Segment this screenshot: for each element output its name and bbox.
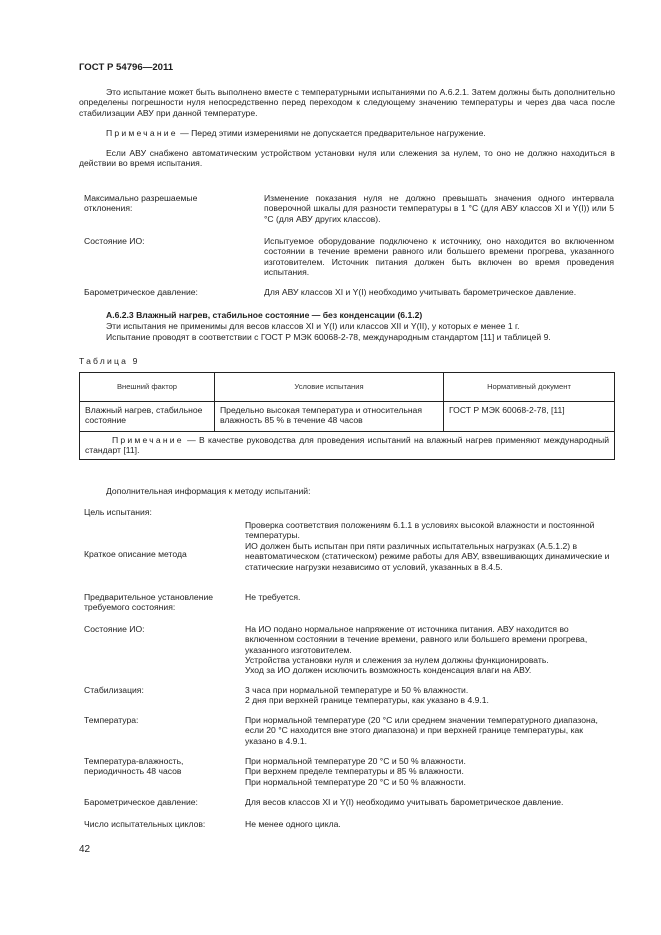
table-9 xyxy=(79,372,615,460)
table-note-text: — В качестве руководства для проведения испытаний на влажный нагрев применяют международный стандарт [11]. xyxy=(85,435,609,456)
req-label-deviation: Максимально разрешаемые отклонения: xyxy=(84,193,198,214)
extra-value-stabilization-2: 2 дня при верхней границе температуры, как указано в 4.9.1. xyxy=(245,695,489,706)
section-line-1-post: менее 1 г. xyxy=(478,321,520,331)
table-row xyxy=(80,402,615,432)
note-1 xyxy=(79,128,615,138)
section-line-1 xyxy=(106,321,626,331)
extra-label-pressure: Барометрическое давление: xyxy=(84,797,198,807)
section-heading: А.6.2.3 Влажный нагрев, стабильное состояние — без конденсации (6.1.2) xyxy=(106,310,423,320)
extra-value-humidity-2: При верхнем пределе температуры и 85 % влажности. xyxy=(245,766,464,777)
extra-goal-label: Цель испытания: xyxy=(84,507,152,517)
auto-zero-paragraph: Если АВУ снабжено автоматическим устройством установки нуля или слежения за нулем, то оно не должно находиться в действии во время испытания. xyxy=(79,148,615,169)
extra-label-stabilization: Стабилизация: xyxy=(84,685,144,695)
section-line-1-pre: Эти испытания не применимы для весов классов XI и Y(I) или классов XII и Y(II), у которых xyxy=(106,321,474,331)
req-value-deviation: Изменение показания нуля не должно превышать значения одного интервала поверочной шкалы для разности температуры в 1 °С (для АВУ классов XI и Y(I)) или 5 °С (для АВУ других классов). xyxy=(264,193,614,224)
table-note-label: Примечание xyxy=(112,435,184,445)
table-note xyxy=(80,432,615,460)
extra-value-humidity-3: При нормальной температуре 20 °С и 50 % влажности. xyxy=(245,776,466,787)
note-label: Примечание xyxy=(106,128,178,138)
req-value-state: Испытуемое оборудование подключено к источнику, оно находится во включенном состоянии в течение времени равного или большего времени прогрева, указанного изготовителем. Источник питания должен быть включен во время проведения испытания. xyxy=(264,236,614,277)
extra-value-temperature: При нормальной температуре (20 °С или среднем значении температурного диапазона, если 20 °С находится вне этого диапазона) и при верхней границе температуры, как указано в 4.9.1. xyxy=(245,715,598,746)
extra-label-method: Краткое описание метода xyxy=(84,549,187,559)
extra-value-state-2: Устройства установки нуля и слежения за нулем должны функционировать. xyxy=(245,654,549,665)
table-header-condition: Условие испытания xyxy=(215,373,444,402)
extra-value-humidity-1: При нормальной температуре 20 °С и 50 % влажности. xyxy=(245,756,466,766)
extra-label-cycles: Число испытательных циклов: xyxy=(84,819,206,829)
table-header-row xyxy=(80,373,615,402)
section-line-1-var: e xyxy=(473,321,479,331)
extra-value-state xyxy=(245,624,615,675)
table-header-document: Нормативный документ xyxy=(444,373,615,402)
req-label-state: Состояние ИО: xyxy=(84,236,145,246)
extra-value-state-1: На ИО подано нормальное напряжение от источника питания. АВУ находится во включенном состоянии в течение времени, равного или большего времени прогрева, указанного изготовителем. xyxy=(245,624,588,655)
section-line-2: Испытание проводят в соответствии с ГОСТ Р МЭК 60068-2-78, международным стандартом [11] и таблицей 9. xyxy=(106,332,551,342)
table-note-row xyxy=(80,432,615,460)
extra-label-humidity-cycle: Температура-влажность, периодичность 48 часов xyxy=(84,756,184,777)
req-label-pressure: Барометрическое давление: xyxy=(84,287,198,297)
table-cell-document: ГОСТ Р МЭК 60068-2-78, [11] xyxy=(444,402,615,432)
extra-value-humidity-cycle xyxy=(245,756,615,787)
intro-paragraph: Это испытание может быть выполнено вместе с температурными испытаниями по А.6.2.1. Затем должны быть дополнительно определены погрешности нуля непосредственно перед переходом к следующему значению температуры и через два часа после стабилизации АВУ при данной температуре. xyxy=(79,87,615,118)
table-header-factor: Внешний фактор xyxy=(80,373,215,402)
table-cell-factor: Влажный нагрев, стабильное состояние xyxy=(80,402,215,432)
extra-label-temperature: Температура: xyxy=(84,715,139,725)
extra-value-method: ИО должен быть испытан при пяти различных испытательных нагрузках (А.5.1.2) в неавтоматическом (статическом) режиме работы для АВУ, взвешивающих динамические и статические нагрузки независимо от условий, указанных в 8.4.5. xyxy=(245,541,610,572)
extra-value-cycles: Не менее одного цикла. xyxy=(245,819,341,829)
extra-value-state-3: Уход за ИО должен исключить возможность конденсация влаги на АВУ. xyxy=(245,665,532,676)
extra-value-pressure: Для весов классов XI и Y(I) необходимо учитывать барометрическое давление. xyxy=(245,797,564,807)
extra-label-state: Состояние ИО: xyxy=(84,624,145,634)
page-number: 42 xyxy=(79,844,91,855)
extra-value-precondition: Не требуется. xyxy=(245,592,301,602)
req-value-pressure: Для АВУ классов XI и Y(I) необходимо учитывать барометрическое давление. xyxy=(264,287,577,297)
extra-label-precondition: Предварительное установление требуемого состояния: xyxy=(84,592,214,613)
table-cell-condition: Предельно высокая температура и относительная влажность 85 % в течение 48 часов xyxy=(215,402,444,432)
extra-value-stabilization-1: 3 часа при нормальной температуре и 50 % влажности. xyxy=(245,685,469,695)
extra-goal-value: Проверка соответствия положениям 6.1.1 в условиях высокой влажности и постоянной температуры. xyxy=(245,520,595,541)
note-text: — Перед этими измерениями не допускается предварительное нагружение. xyxy=(177,128,486,138)
extra-value-stabilization xyxy=(245,685,615,706)
extra-intro: Дополнительная информация к методу испытаний: xyxy=(106,486,311,496)
document-header: ГОСТ Р 54796—2011 xyxy=(79,62,174,73)
table-caption: Таблица 9 xyxy=(79,356,140,366)
